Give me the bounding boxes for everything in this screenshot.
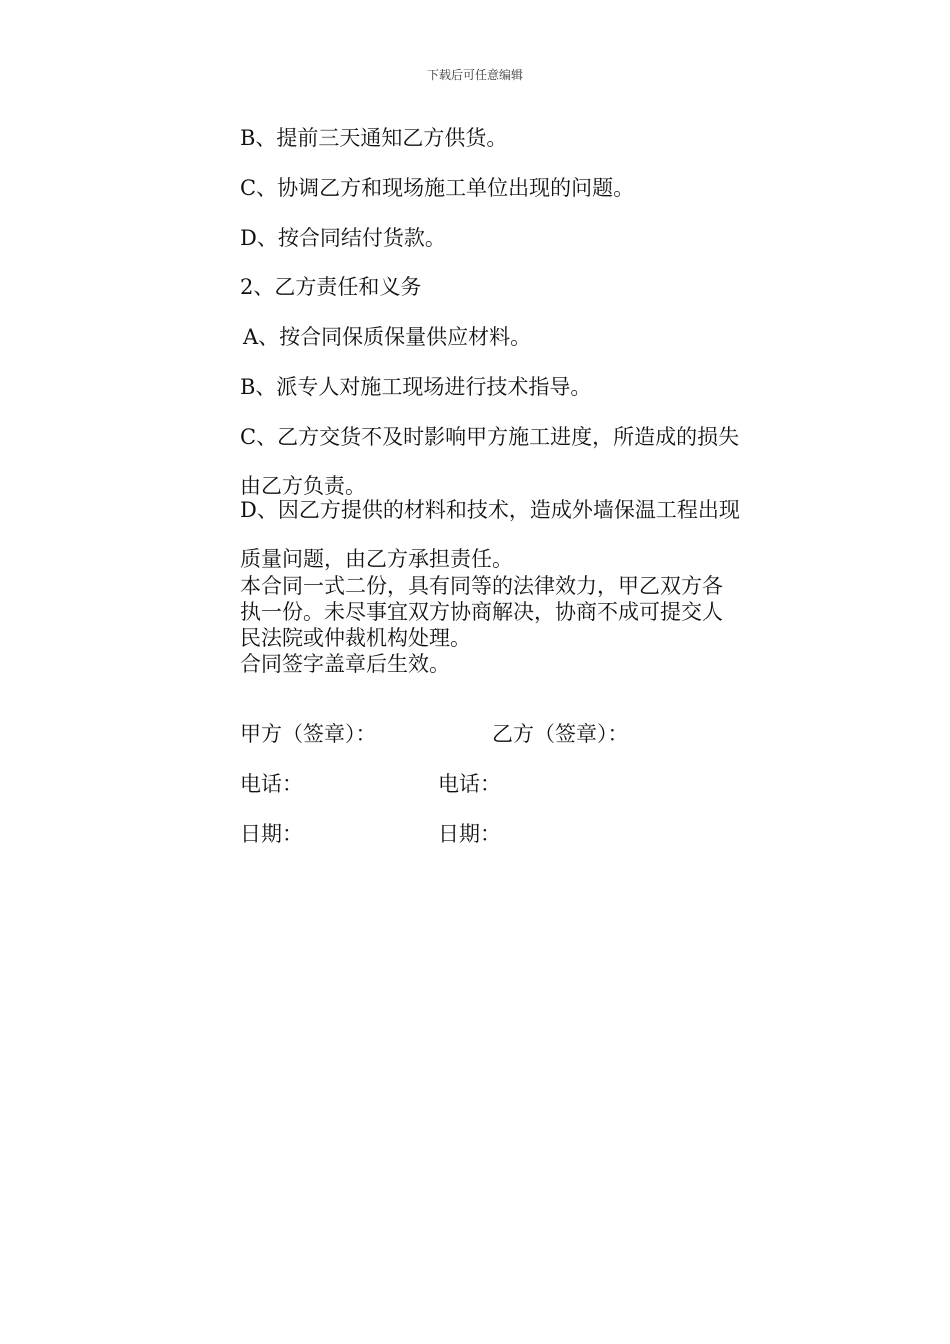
party-b-date-label: 日期： — [438, 822, 501, 846]
clause-d-quality-line2: 质量问题，由乙方承担责任。 — [240, 547, 513, 571]
clause-a-supply-quality: A、按合同保质保量供应材料。 — [243, 325, 532, 349]
clause-b-technical-guidance: B、派专人对施工现场进行技术指导。 — [240, 375, 592, 399]
clause-c-coordinate: C、协调乙方和现场施工单位出现的问题。 — [240, 176, 635, 200]
party-a-phone-label: 电话： — [240, 772, 303, 796]
page-header: 下载后可任意编辑 — [426, 68, 523, 82]
clause-d-quality-line1: D、因乙方提供的材料和技术，造成外墙保温工程出现 — [240, 498, 740, 522]
clause-c-delay-line1: C、乙方交货不及时影响甲方施工进度，所造成的损失 — [240, 425, 740, 449]
closing-paragraph — [240, 573, 810, 677]
closing-line-4: 合同签字盖章后生效。 — [240, 652, 450, 676]
party-b-phone-label: 电话： — [438, 772, 501, 796]
closing-line-2: 执一份。未尽事宜双方协商解决，协商不成可提交人 — [240, 600, 723, 624]
closing-line-3: 民法院或仲裁机构处理。 — [240, 626, 471, 650]
party-a-date-label: 日期： — [240, 822, 303, 846]
clause-c-delay-line2: 由乙方负责。 — [240, 474, 366, 498]
clause-b-notify-supply: B、提前三天通知乙方供货。 — [240, 126, 508, 150]
party-a-signature-label: 甲方（签章）： — [240, 722, 377, 746]
closing-line-1: 本合同一式二份，具有同等的法律效力，甲乙双方各 — [240, 574, 723, 598]
party-b-signature-label: 乙方（签章）： — [492, 722, 629, 746]
section-party-b-duties: 2、乙方责任和义务 — [240, 275, 422, 299]
clause-d-payment: D、按合同结付货款。 — [240, 226, 446, 250]
